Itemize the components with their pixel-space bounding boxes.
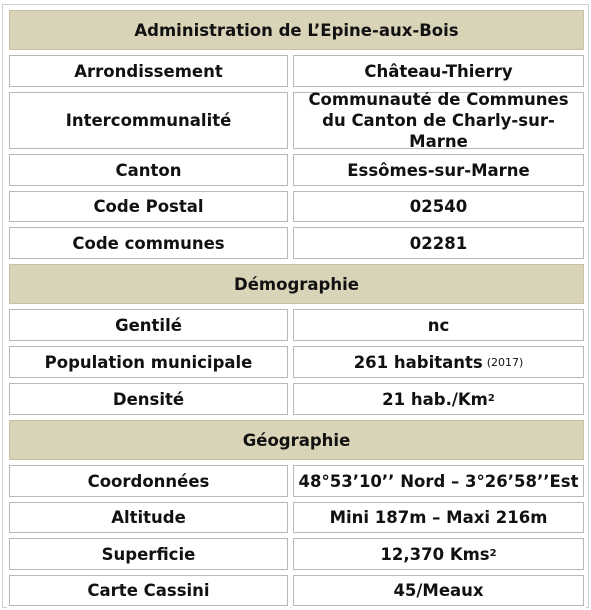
row-label-canton <box>9 154 288 186</box>
row-value-carte-cassini <box>293 575 584 606</box>
label-text: Gentilé <box>115 315 182 335</box>
row-label-coordonnees <box>9 465 288 497</box>
row-value-code-communes <box>293 227 584 259</box>
label-text: Altitude <box>111 508 186 527</box>
value-text: 45/Meaux <box>393 581 484 600</box>
row-label-arrondissement <box>9 55 288 87</box>
row-label-population <box>9 346 288 378</box>
label-text: Densité <box>112 389 185 409</box>
row-value-densite: 21 hab./Km 2 <box>293 383 584 415</box>
row-label-altitude <box>9 502 288 533</box>
label-text: Code communes <box>72 233 225 253</box>
row-label-gentile <box>9 309 288 341</box>
label-text: Carte Cassini <box>87 581 210 600</box>
value-text: 48°53’10’’ Nord – 3°26’58’’Est <box>298 471 579 491</box>
value-text: 21 hab./Km <box>382 389 488 409</box>
row-label-superficie <box>9 538 288 570</box>
row-value-canton <box>293 154 584 186</box>
section-header-geographie <box>9 420 584 460</box>
label-text: Code Postal <box>93 197 204 216</box>
row-value-coordonnees <box>293 465 584 497</box>
row-value-altitude <box>293 502 584 533</box>
value-text: 02540 <box>409 197 468 216</box>
value-text: 261 habitants <box>353 352 483 372</box>
row-label-code-communes <box>9 227 288 259</box>
population-year: (2017) <box>486 355 524 369</box>
label-text: Population municipale <box>44 352 253 372</box>
value-text: Château-Thierry <box>364 61 513 81</box>
row-value-superficie: 12,370 Kms 2 <box>293 538 584 570</box>
row-value-population <box>293 346 584 378</box>
value-text-line-2: du Canton de Charly-sur-Marne <box>322 111 555 151</box>
section-title: Géographie <box>242 430 351 450</box>
row-label-densite <box>9 383 288 415</box>
row-label-intercommunalite <box>9 92 288 149</box>
row-label-code-postal <box>9 191 288 222</box>
row-value-code-postal <box>293 191 584 222</box>
section-header-demographie <box>9 264 584 304</box>
label-text: Canton <box>115 160 182 180</box>
row-value-arrondissement <box>293 55 584 87</box>
section-title: Administration de L’Epine-aux-Bois <box>134 20 459 40</box>
label-text: Intercommunalité <box>65 111 232 130</box>
row-value-intercommunalite <box>293 92 584 149</box>
label-text: Arrondissement <box>74 61 223 81</box>
label-text: Superficie <box>101 544 196 564</box>
section-title: Démographie <box>234 274 359 294</box>
value-text: 02281 <box>409 233 468 253</box>
value-text: nc <box>427 315 450 335</box>
value-text-line-1: Communauté de Communes <box>308 90 569 109</box>
section-header-administration <box>9 10 584 50</box>
row-label-carte-cassini <box>9 575 288 606</box>
value-text: 12,370 Kms <box>380 544 490 564</box>
label-text: Coordonnées <box>87 471 210 491</box>
value-text: Essômes-sur-Marne <box>347 160 530 180</box>
value-text: Mini 187m – Maxi 216m <box>329 508 548 527</box>
row-value-gentile <box>293 309 584 341</box>
